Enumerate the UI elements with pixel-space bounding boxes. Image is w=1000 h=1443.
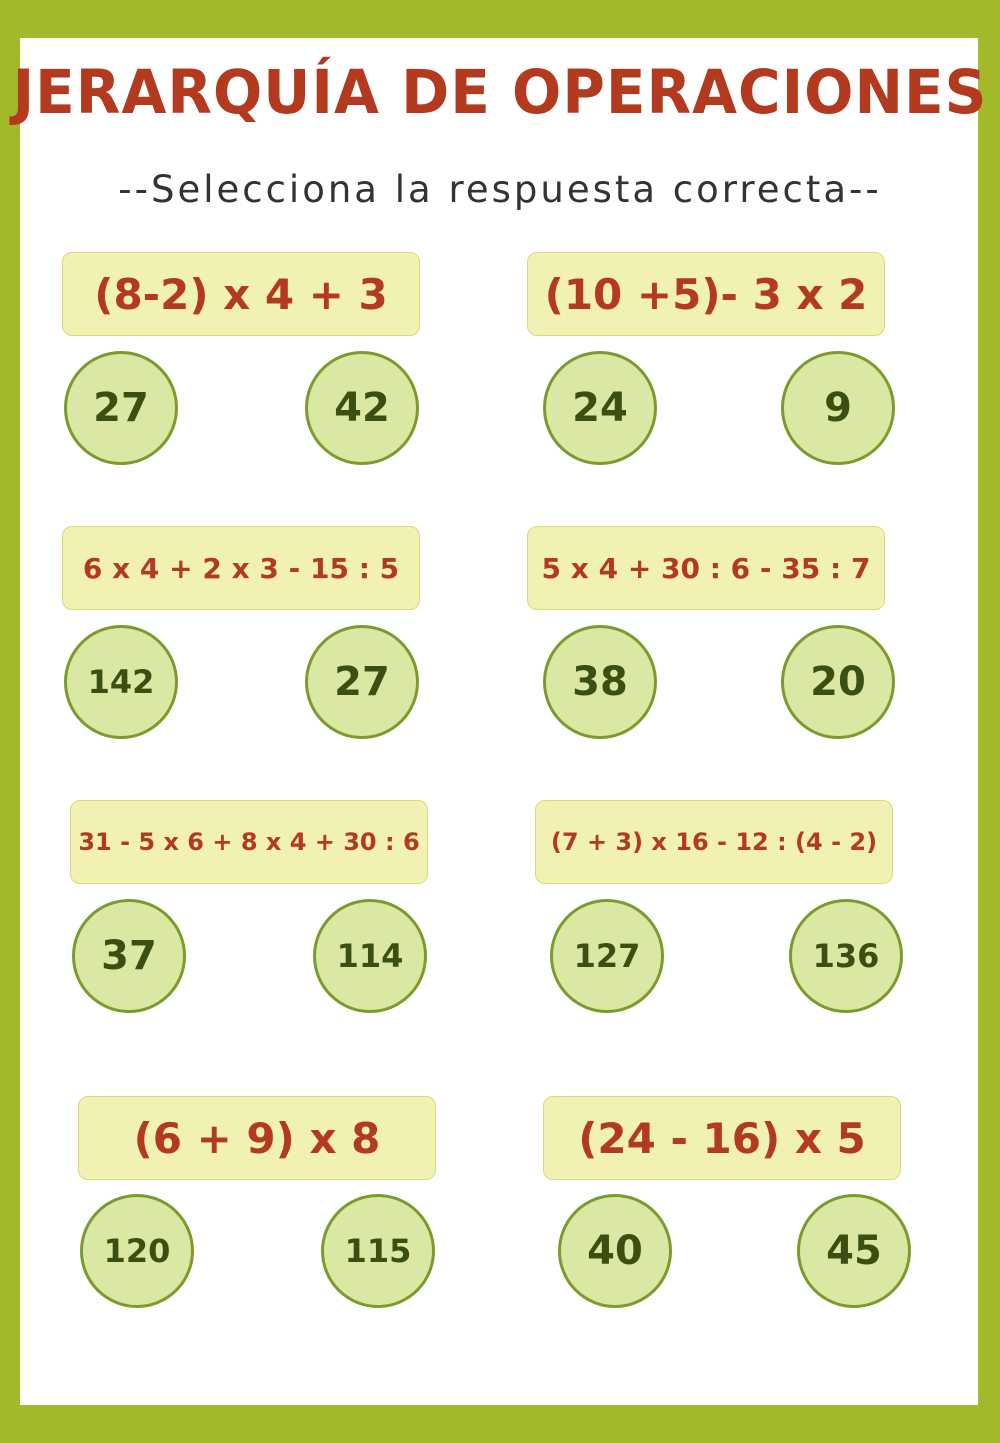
answer-option[interactable]: 40 (558, 1194, 672, 1308)
instructions: --Selecciona la respuesta correcta-- (118, 168, 882, 211)
page-title: JERARQUÍA DE OPERACIONES (12, 56, 988, 128)
answer-option[interactable]: 37 (72, 899, 186, 1013)
answer-option[interactable]: 27 (305, 625, 419, 739)
answer-option[interactable]: 115 (321, 1194, 435, 1308)
answer-option[interactable]: 136 (789, 899, 903, 1013)
answer-option[interactable]: 24 (543, 351, 657, 465)
question-expression: (6 + 9) x 8 (78, 1096, 436, 1180)
answer-option[interactable]: 9 (781, 351, 895, 465)
answer-option[interactable]: 27 (64, 351, 178, 465)
question-expression: (10 +5)- 3 x 2 (527, 252, 885, 336)
answer-option[interactable]: 38 (543, 625, 657, 739)
answer-option[interactable]: 127 (550, 899, 664, 1013)
answer-option[interactable]: 142 (64, 625, 178, 739)
question-expression: 6 x 4 + 2 x 3 - 15 : 5 (62, 526, 420, 610)
answer-option[interactable]: 120 (80, 1194, 194, 1308)
question-expression: 5 x 4 + 30 : 6 - 35 : 7 (527, 526, 885, 610)
question-expression: (7 + 3) x 16 - 12 : (4 - 2) (535, 800, 893, 884)
question-expression: 31 - 5 x 6 + 8 x 4 + 30 : 6 (70, 800, 428, 884)
question-expression: (24 - 16) x 5 (543, 1096, 901, 1180)
answer-option[interactable]: 114 (313, 899, 427, 1013)
question-expression: (8-2) x 4 + 3 (62, 252, 420, 336)
answer-option[interactable]: 42 (305, 351, 419, 465)
answer-option[interactable]: 20 (781, 625, 895, 739)
answer-option[interactable]: 45 (797, 1194, 911, 1308)
